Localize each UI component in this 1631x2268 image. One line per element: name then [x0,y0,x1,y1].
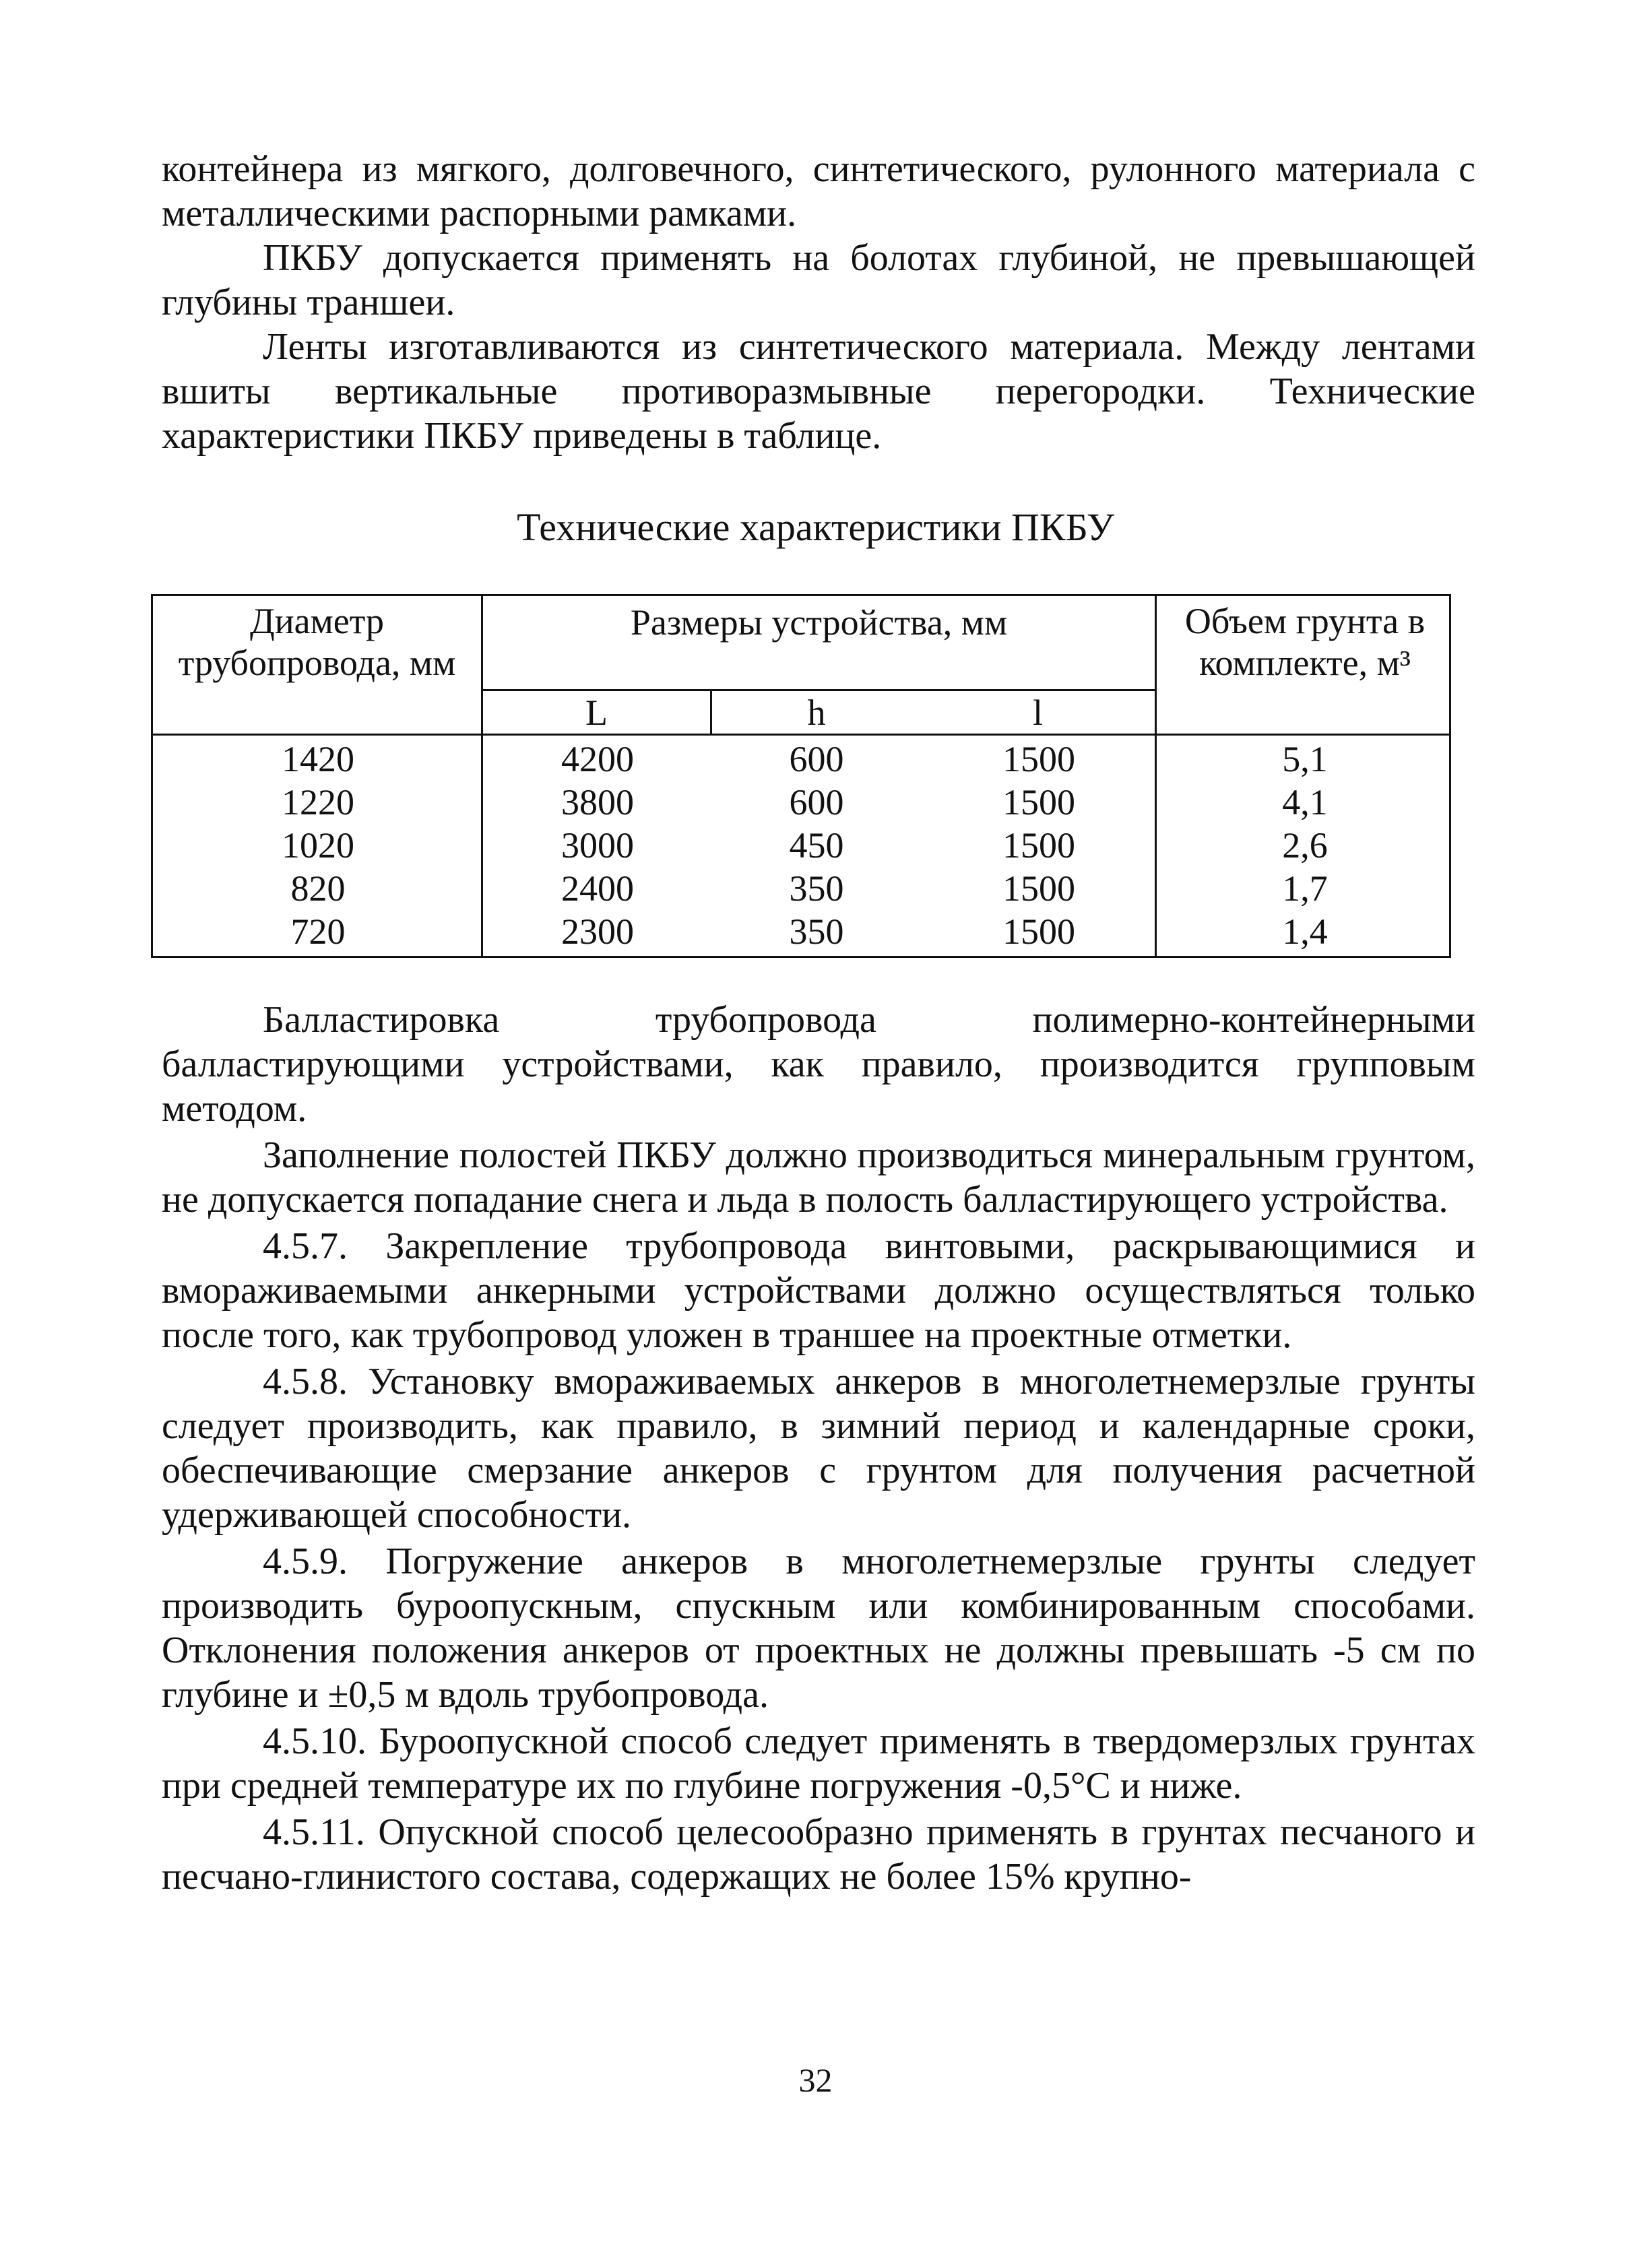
table-row [153,910,1449,953]
paragraph: Ленты изготавливаются из синтетического материала. Между лентами вшиты вертикальные противоразмывные перегородки. Технические характеристики ПКБУ приведены в таблице. [162,326,1475,457]
table-divider [153,734,1451,736]
cell-diameter: 820 [290,868,346,909]
cell-volume: 5,1 [1282,739,1328,779]
header-diameter: Диаметр трубопровода, мм [178,601,456,683]
cell-L: 2400 [561,868,634,909]
paragraph: Заполнение полостей ПКБУ должно производиться минеральным грунтом, не допускается попадание снега и льда в полость балластирующего устройства. [162,1134,1475,1221]
cell-diameter: 1020 [282,825,354,866]
table-row [153,867,1449,910]
paragraph: Балластировка трубопровода полимерно-контейнерными балластирующими устройствами, как правило, производится групповым методом. [162,999,1475,1130]
cell-L: 4200 [561,739,634,779]
cell-L: 3800 [561,782,634,822]
paragraph: контейнера из мягкого, долговечного, синтетического, рулонного материала с металлическими распорными рамками. [162,148,1475,234]
cell-diameter: 1220 [282,782,354,822]
header-l: l [1032,692,1043,733]
cell-diameter: 720 [290,911,346,952]
bottom-text-block [162,996,1475,1899]
paragraph: ПКБУ допускается применять на болотах глубиной, не превышающей глубины траншеи. [162,237,1475,323]
cell-diameter: 1420 [282,739,354,779]
cell-volume: 4,1 [1282,782,1328,822]
paragraph: 4.5.8. Установку вмораживаемых анкеров в многолетнемерзлые грунты следует производить, как правило, в зимний период и календарные сроки, обеспечивающие смерзание анкеров с грунтом для получения расчетной удерживающей способности. [162,1361,1475,1536]
cell-L: 3000 [561,825,634,866]
top-text-block [162,147,1475,458]
cell-l: 1500 [1002,911,1075,952]
cell-volume: 1,4 [1282,911,1328,952]
header-h: h [807,692,826,733]
page-number: 32 [798,2061,833,2099]
specs-table [151,594,1451,958]
paragraph: 4.5.11. Опускной способ целесообразно применять в грунтах песчаного и песчано-глинистого состава, содержащих не более 15% крупно- [162,1811,1475,1898]
cell-volume: 2,6 [1282,825,1328,866]
cell-h: 450 [789,825,844,866]
table-divider [481,689,1155,691]
cell-l: 1500 [1002,868,1075,909]
cell-l: 1500 [1002,782,1075,822]
cell-h: 350 [789,868,844,909]
cell-l: 1500 [1002,739,1075,779]
cell-volume: 1,7 [1282,868,1328,909]
header-L: L [585,692,608,733]
cell-h: 600 [789,739,844,779]
table-caption: Технические характеристики ПКБУ [517,505,1114,549]
paragraph: 4.5.7. Закрепление трубопровода винтовыми, раскрывающимися и вмораживаемыми анкерными устройствами должно осуществляться только после того, как трубопровод уложен в траншее на проектные отметки. [162,1225,1475,1356]
cell-h: 600 [789,782,844,822]
table-row [153,781,1449,824]
paragraph: 4.5.9. Погружение анкеров в многолетнемерзлые грунты следует производить буроопускным, спускным или комбинированным способами. Отклонения положения анкеров от проектных не должны превышать -5 см по глубине и ±0,5 м вдоль трубопровода. [162,1541,1475,1716]
cell-l: 1500 [1002,825,1075,866]
cell-h: 350 [789,911,844,952]
table-row [153,738,1449,781]
header-dimensions: Размеры устройства, мм [630,602,1008,643]
header-volume: Объем грунта в комплекте, м³ [1184,601,1426,683]
table-row [153,824,1449,867]
paragraph: 4.5.10. Буроопускной способ следует применять в твердомерзлых грунтах при средней температуре их по глубине погружения -0,5°С и ниже. [162,1720,1475,1807]
cell-L: 2300 [561,911,634,952]
